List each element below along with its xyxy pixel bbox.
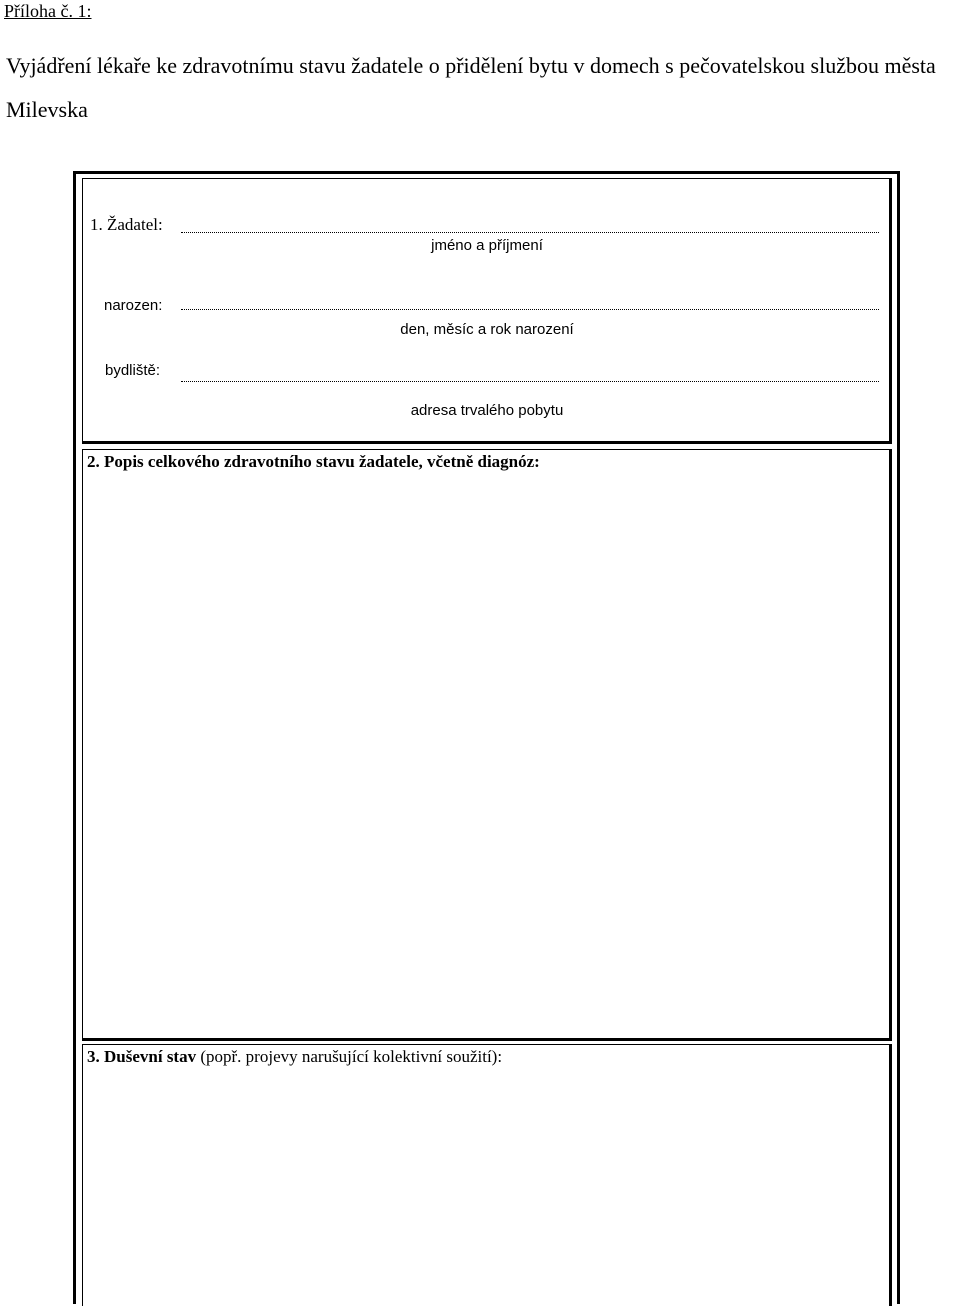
document-title: Vyjádření lékaře ke zdravotnímu stavu žadatele o přidělení bytu v domech s pečovatelskou službou města Milevska bbox=[6, 53, 936, 122]
applicant-name-caption: jméno a příjmení bbox=[431, 237, 543, 254]
applicant-name-line[interactable] bbox=[181, 232, 879, 233]
birth-date-caption: den, měsíc a rok narození bbox=[400, 321, 574, 338]
attachment-label: Příloha č. 1: bbox=[4, 1, 92, 21]
residence-line[interactable] bbox=[181, 381, 879, 382]
birth-date-line[interactable] bbox=[181, 309, 879, 310]
health-description-heading: 2. Popis celkového zdravotního stavu žadatele, včetně diagnóz: bbox=[87, 452, 540, 471]
mental-state-heading-note: (popř. projevy narušující kolektivní soužití): bbox=[196, 1047, 503, 1066]
applicant-section bbox=[82, 178, 892, 444]
applicant-label: 1. Žadatel: bbox=[90, 215, 163, 234]
born-label: narozen: bbox=[104, 297, 163, 314]
mental-state-section[interactable] bbox=[82, 1044, 892, 1306]
mental-state-heading-bold: 3. Duševní stav bbox=[87, 1047, 197, 1066]
residence-caption: adresa trvalého pobytu bbox=[410, 402, 564, 419]
residence-label: bydliště: bbox=[105, 362, 161, 379]
mental-state-heading bbox=[87, 1047, 502, 1067]
health-description-section[interactable] bbox=[82, 449, 892, 1041]
